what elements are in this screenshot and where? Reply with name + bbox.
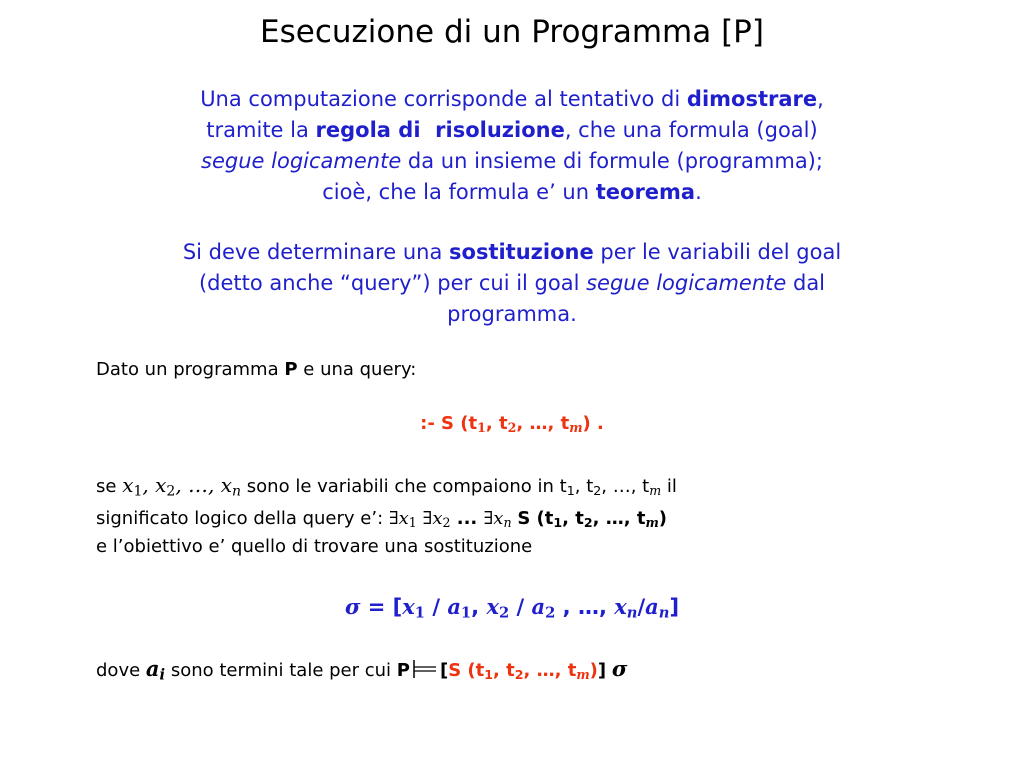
- query-comma-1: , t: [485, 413, 508, 434]
- se-line: se $x_1$, $x_2$, …, $x_n$ sono le variabili che compaiono in $t_1$, $t_2$, …, $t_m$ il: [96, 473, 677, 500]
- p2-text-4: dal: [786, 271, 826, 295]
- exists-xn: $\exists x_n$: [483, 508, 512, 531]
- slide-title: Esecuzione di un Programma [P]: [260, 14, 764, 50]
- exists-x2: $\exists x_2$: [422, 508, 451, 531]
- var-x2: x: [155, 473, 167, 497]
- p2-text-1: Si deve determinare una: [182, 240, 450, 264]
- query-prefix: :- S (t: [420, 413, 478, 434]
- dove-formula: S ($t_1$, $t_2$, …, $t_m$: [448, 660, 590, 683]
- dove-line: [96, 656, 627, 687]
- dove-close-paren: ): [589, 660, 598, 681]
- p1-bold-teorema: teorema: [595, 180, 696, 204]
- query-formula: [0, 413, 1024, 434]
- dove-close-bracket: ]: [597, 660, 607, 681]
- dove-text-1: dove: [96, 660, 146, 681]
- dato-line: [96, 357, 416, 383]
- p1-italic-segue: segue logicamente: [201, 149, 402, 173]
- dove-text-2: sono termini tale per cui: [165, 660, 397, 681]
- query-suffix: ) .: [582, 413, 604, 434]
- signif-dots: ...: [450, 508, 484, 529]
- dove-bold-p: P: [396, 660, 410, 681]
- query-comma-2: , …, t: [516, 413, 570, 434]
- intro-paragraph: [60, 84, 964, 208]
- p1-bold-dimostrare: dimostrare: [686, 87, 818, 111]
- p2-text-5: programma.: [447, 302, 577, 326]
- se-text-1: se: [96, 476, 123, 497]
- p1-text-4: , che una formula (goal): [564, 118, 818, 142]
- query-sub-2: 2: [507, 420, 517, 436]
- signif-formula: S ($t_1$, $t_2$, …, $t_m$): [517, 508, 668, 531]
- p1-text-5: da un insieme di formule (programma);: [401, 149, 823, 173]
- se-text-5: il: [661, 476, 677, 497]
- p1-text-6: cioè, che la formula e’ un: [322, 180, 596, 204]
- p2-bold-sostituzione: sostituzione: [449, 240, 594, 264]
- p1-bold-regola: regola di risoluzione: [315, 118, 565, 142]
- obiettivo-line: e l’obiettivo e’ quello di trovare una sostituzione: [96, 536, 533, 557]
- dato-text-1: Dato un programma: [96, 359, 285, 380]
- p2-text-3: (detto anche “query”) per cui il goal: [198, 271, 587, 295]
- dato-text-2: e una query:: [297, 359, 417, 380]
- sigma-symbol: σ: [344, 594, 361, 619]
- sigma-eq: = [: [360, 595, 403, 619]
- p2-text-2: per le variabili del goal: [593, 240, 842, 264]
- p2-italic-segue: segue logicamente: [586, 271, 787, 295]
- sigma-substitution: $\sigma = [x_1 / a_1$, $x_2 / a_2$ , …, $x_n/a_n$]: [344, 594, 680, 622]
- a-i: $a_i$: [145, 656, 166, 684]
- query-sub-m: m: [569, 420, 583, 436]
- p1-text-7: .: [695, 180, 702, 204]
- p1-text-2: ,: [817, 87, 824, 111]
- var-x1: x: [122, 473, 134, 497]
- se-text-4: , …, t: [601, 476, 650, 497]
- dato-bold-p: P: [284, 359, 298, 380]
- var-xn: x: [220, 473, 233, 497]
- significato-line: [96, 506, 667, 532]
- signif-text-1: significato logico della query e’:: [96, 508, 389, 529]
- dove-open-bracket: [: [439, 660, 449, 681]
- models-icon: [412, 659, 438, 687]
- p1-text-3: tramite la: [206, 118, 316, 142]
- dove-sigma: σ: [611, 656, 628, 681]
- variable-list: $x_1$, $x_2$, …, $x_n$: [122, 473, 242, 500]
- query-sub-1: 1: [477, 420, 486, 436]
- exists-x1: $\exists x_1$: [388, 508, 417, 531]
- sostituzione-paragraph: [60, 237, 964, 330]
- se-text-3: , t: [574, 476, 594, 497]
- p1-text-1: Una computazione corrisponde al tentativo di: [200, 87, 687, 111]
- se-text-2: sono le variabili che compaiono in t: [241, 476, 567, 497]
